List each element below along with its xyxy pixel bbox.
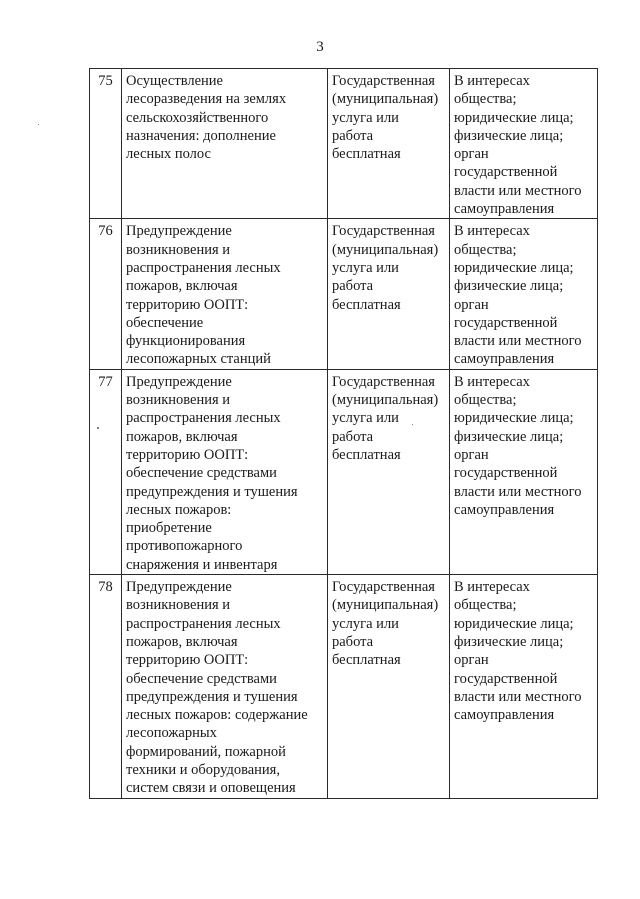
service-type: Государственная (муниципальная) услуга или работа бесплатная: [328, 69, 450, 219]
service-consumers: В интересах общества; юридические лица; физические лица; орган государственной власти или местного самоуправления: [450, 575, 598, 799]
row-number: 77: [90, 369, 122, 574]
service-type: Государственная (муниципальная) услуга или работа бесплатная: [328, 575, 450, 799]
table-row: [90, 369, 598, 574]
service-type: Государственная (муниципальная) услуга или работа бесплатная: [328, 219, 450, 369]
service-name: Предупреждение возникновения и распространения лесных пожаров, включая территорию ООПТ: обеспечение средствами предупреждения и тушения лесных пожаров: приобретение противопожарного снаряжения и инвентаря: [122, 369, 328, 574]
scan-speck: [412, 424, 413, 425]
row-number: 78: [90, 575, 122, 799]
row-number: 76: [90, 219, 122, 369]
service-consumers: В интересах общества; юридические лица; физические лица; орган государственной власти или местного самоуправления: [450, 369, 598, 574]
service-name: Осуществление лесоразведения на землях сельскохозяйственного назначения: дополнение лесных полос: [122, 69, 328, 219]
scan-speck: [38, 124, 39, 125]
table-row: [90, 575, 598, 799]
table-row: [90, 219, 598, 369]
service-consumers: В интересах общества; юридические лица; физические лица; орган государственной власти или местного самоуправления: [450, 219, 598, 369]
service-name: Предупреждение возникновения и распространения лесных пожаров, включая территорию ООПТ: обеспечение средствами предупреждения и тушения лесных пожаров: содержание лесопожарных формирований, пожарной техники и оборудования, систем связи и оповещения: [122, 575, 328, 799]
scan-speck: [97, 427, 99, 429]
table-row: [90, 69, 598, 219]
service-type: Государственная (муниципальная) услуга или работа бесплатная: [328, 369, 450, 574]
services-table: [89, 68, 598, 799]
page-number: 3: [316, 39, 324, 55]
service-name: Предупреждение возникновения и распространения лесных пожаров, включая территорию ООПТ: обеспечение функционирования лесопожарных станций: [122, 219, 328, 369]
service-consumers: В интересах общества; юридические лица; физические лица; орган государственной власти или местного самоуправления: [450, 69, 598, 219]
row-number: 75: [90, 69, 122, 219]
